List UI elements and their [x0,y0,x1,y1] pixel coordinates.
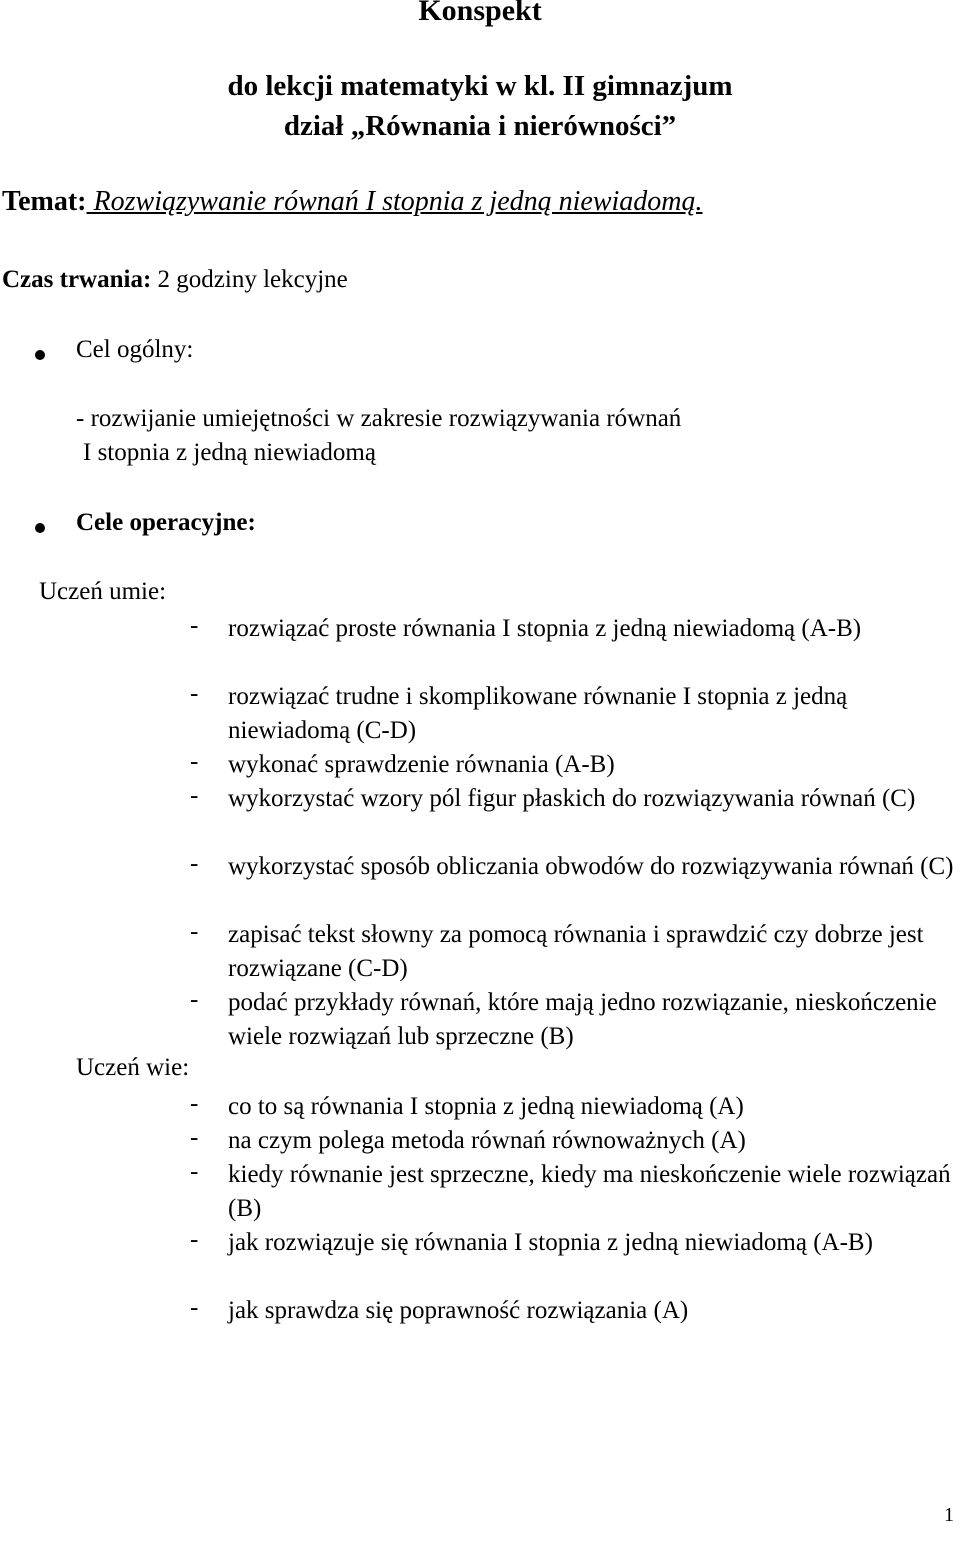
duration-line [2,266,348,294]
umie-item: rozwiązać trudne i skomplikowane równanie I stopnia z jedną niewiadomą (C-D) [228,683,848,744]
list-dash: - [190,1124,199,1151]
wie-item: jak rozwiązuje się równania I stopnia z jedną niewiadomą (A-B) [228,1229,873,1256]
list-dash: - [190,1226,199,1253]
topic-line [2,186,703,218]
wie-item: na czym polega metoda równań równoważnych (A) [228,1127,746,1154]
topic-label: Temat: [2,186,87,217]
general-goal-line2: I stopnia z jedną niewiadomą [83,439,376,466]
page-number: 1 [944,1504,954,1526]
list-dash: - [190,986,199,1013]
topic-value: Rozwiązywanie równań I stopnia z jedną niewiadomą. [86,186,703,217]
wie-label: Uczeń wie: [76,1054,190,1081]
wie-item: kiedy równanie jest sprzeczne, kiedy ma nieskończenie wiele rozwiązań (B) [228,1161,951,1222]
umie-label: Uczeń umie: [39,578,167,605]
list-dash: - [190,918,199,945]
bullet-icon [35,523,45,533]
list-dash: - [190,782,199,809]
duration-value: 2 godziny lekcyjne [151,266,348,293]
general-goal-heading: Cel ogólny: [76,336,194,363]
list-dash: - [190,748,199,775]
list-dash: - [190,850,199,877]
umie-item: wykorzystać sposób obliczania obwodów do rozwiązywania równań (C) [228,853,954,880]
document-subtitle-line2: dział „Równania i nierówności” [283,110,677,142]
umie-item: rozwiązać proste równania I stopnia z jedną niewiadomą (A-B) [228,615,862,642]
list-dash: - [190,612,199,639]
general-goal-line1: - rozwijanie umiejętności w zakresie rozwiązywania równań [76,405,682,432]
umie-item: podać przykłady równań, które mają jedno rozwiązanie, nieskończenie wiele rozwiązań lub sprzeczne (B) [228,989,937,1050]
list-dash: - [190,1158,199,1185]
operational-goals-heading: Cele operacyjne: [76,509,256,536]
bullet-icon [35,350,45,360]
wie-item: jak sprawdza się poprawność rozwiązania (A) [228,1297,689,1324]
umie-item: wykonać sprawdzenie równania (A-B) [228,751,615,778]
list-dash: - [190,1294,199,1321]
wie-item: co to są równania I stopnia z jedną niewiadomą (A) [228,1093,744,1120]
umie-item: wykorzystać wzory pól figur płaskich do rozwiązywania równań (C) [228,785,916,812]
list-dash: - [190,1090,199,1117]
umie-item: zapisać tekst słowny za pomocą równania i sprawdzić czy dobrze jest rozwiązane (C-D) [228,921,924,982]
duration-label: Czas trwania: [2,266,152,293]
list-dash: - [190,680,199,707]
document-title: Konspekt [418,0,542,27]
document-subtitle-line1: do lekcji matematyki w kl. II gimnazjum [227,70,733,102]
